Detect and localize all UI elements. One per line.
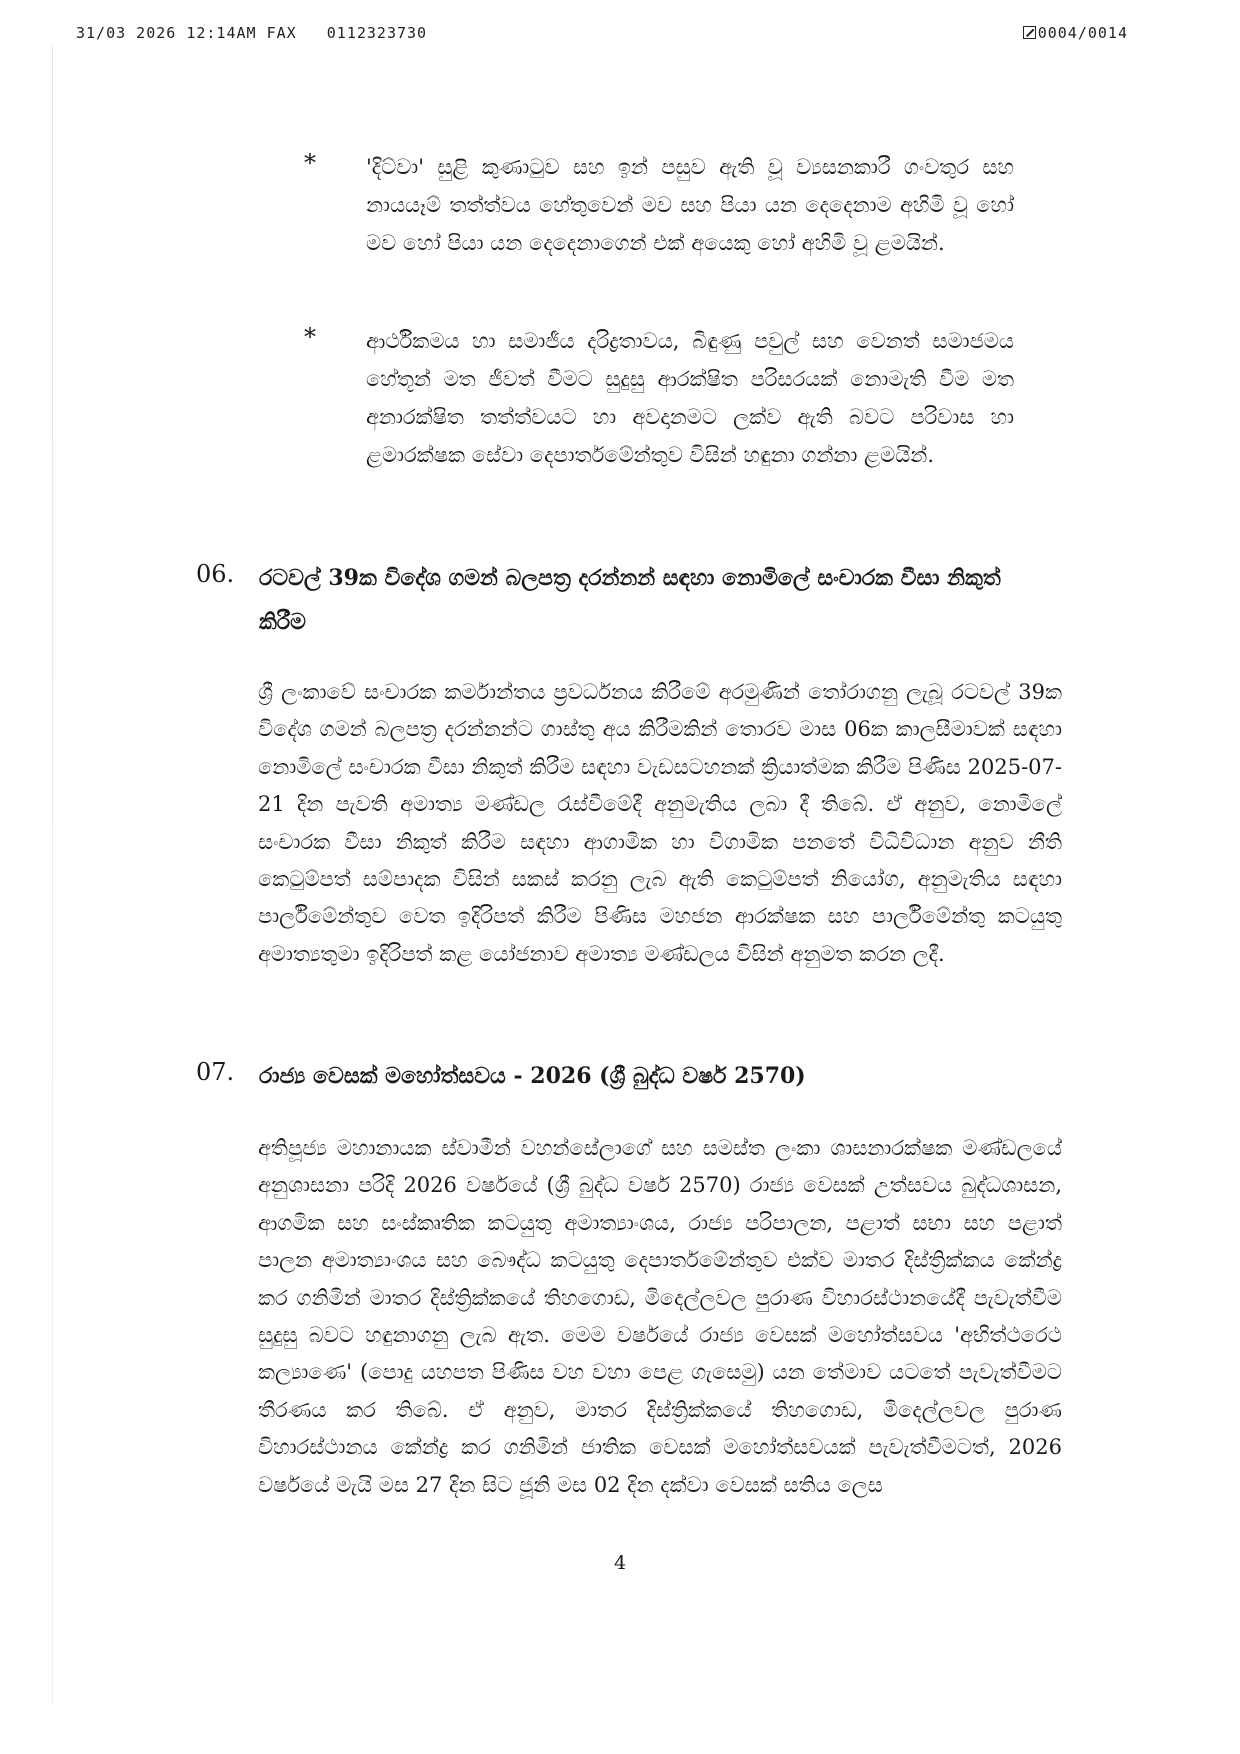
section-title: රටවල් 39ක විදේශ ගමන් බලපත්‍ර දරන්නන් සඳහා නොමිලේ සංචාරක වීසා නිකුත් කිරීම <box>259 565 1001 635</box>
bullet-item <box>304 148 1014 262</box>
bullet-item <box>304 322 1014 474</box>
section-number: 06. <box>196 560 235 588</box>
section-body: ශ්‍රී ලංකාවේ සංචාරක කර්මාන්තය ප්‍රවර්ධනය කිරීමේ අරමුණින් තෝරාගනු ලැබූ රටවල් 39ක විදේශ ගමන් බලපත්‍ර දරන්නන්ට ගාස්තු අය කිරීමකින් තොරව මාස 06ක කාලසීමාවක් සඳහා නොමිලේ සංචාරක වීසා නිකුත් කිරීම සඳහා වැඩසටහනක් ක්‍රියාත්මක කිරීම පිණිස 2025-07-21 දින පැවති අමාත්‍ය මණ්ඩල රැස්වීමේදී අනුමැතිය ලබා දී තිබේ. ඒ අනුව, නොමිලේ සංචාරක වීසා නිකුත් කිරීම සඳහා ආගාමික හා විගාමික පනතේ විධිවිධාන අනුව නීති කෙටුම්පත් සම්පාදක විසින් සකස් කරනු ලැබ ඇති කෙටුම්පත් නියෝග, අනුමැතිය සඳහා පාර්ලිමේන්තුව වෙත ඉදිරිපත් කිරීම පිණිස මහජන ආරක්ෂක සහ පාර්ලිමේන්තු කටයුතු අමාත්‍යතුමා ඉදිරිපත් කළ යෝජනාව අමාත්‍ය මණ්ඩලය විසින් අනුමත කරන ලදී. <box>258 680 1062 966</box>
fax-transmission-info <box>76 24 427 42</box>
bullet-text: ආර්ථිකමය හා සමාජීය දරිද්‍රතාවය, බිඳුණු පවුල් සහ වෙනත් සමාජමය හේතූන් මත ජීවත් වීමට සුදුසු ආරක්ෂිත පරිසරයක් නොමැති වීම මත අනාරක්ෂිත තත්ත්වයට හා අවදානමට ලක්ව ඇති බවට පරිවාස හා ළමාරක්ෂක සේවා දෙපාර්තමේන්තුව විසින් හඳුනා ගන්නා ළමයින්. <box>366 329 1014 467</box>
fax-header <box>76 24 1128 48</box>
section-heading <box>196 556 1036 644</box>
fax-date-time: 31/03 2026 12:14AM FAX <box>76 24 297 42</box>
section-body: අතිපූජ්‍ය මහානායක ස්වාමීන් වහන්සේලාගේ සහ සමස්ත ලංකා ශාසනාරක්ෂක මණ්ඩලයේ අනුශාසනා පරිදි 2026 වර්ෂයේ (ශ්‍රී බුද්ධ වර්ෂ 2570) රාජ්‍ය වෙසක් උත්සවය බුද්ධශාසන, ආගමික සහ සංස්කෘතික කටයුතු අමාත්‍යාංශය, රාජ්‍ය පරිපාලන, පළාත් සභා සහ පළාත් පාලන අමාත්‍යාංශය සහ බෞද්ධ කටයුතු දෙපාර්තමේන්තුව එක්ව මාතර දිස්ත්‍රික්කය කේන්ද්‍ර කර ගනිමින් මාතර දිස්ත්‍රික්කයේ තිහගොඩ, මිදෙල්ලවල පුරාණ විහාරස්ථානයේදී පැවැත්වීම සුදුසු බවට හඳුනාගනු ලැබ ඇත. මෙම වර්ෂයේ රාජ්‍ය වෙසක් මහෝත්සවය 'අභිත්ථරෙථ කල්‍යාණෙ' (පොදු යහපත පිණිස වහ වහා පෙළ ගැසෙමු) යන තේමාව යටතේ පැවැත්වීමට තීරණය කර තිබේ. ඒ අනුව, මාතර දිස්ත්‍රික්කයේ තිහගොඩ, මිදෙල්ලවල පුරාණ විහාරස්ථානය කේන්ද්‍ර කර ගනිමින් ජාතික වෙසක් මහෝත්සවයක් පැවැත්වීමටත්, 2026 වර්ෂයේ මැයි මස 27 දින සිට ජූනි මස 02 දින දක්වා වෙසක් සතිය ලෙස <box>258 1136 1062 1497</box>
asterisk-icon: * <box>304 323 316 351</box>
fax-number: 0112323730 <box>326 24 428 42</box>
scan-margin-line <box>52 45 53 1705</box>
bullet-text: 'දිට්වා' සුළි කුණාටුව සහ ඉන් පසුව ඇති වූ ව්‍යසනකාරී ගංවතුර සහ නායයෑම් තත්ත්වය හේතුවෙන් මව සහ පියා යන දෙදෙනාම අහිමි වූ හෝ මව හෝ පියා යන දෙදෙනාගෙන් එක් අයෙකු හෝ අහිමි වූ ළමයින්. <box>366 155 1014 255</box>
section-number: 07. <box>196 1058 235 1086</box>
section-title: රාජ්‍ය වෙසක් මහෝත්සවය - 2026 (ශ්‍රී බුද්ධ වර්ෂ 2570) <box>259 1063 806 1089</box>
asterisk-icon: * <box>304 149 316 177</box>
fax-checkbox-icon <box>1023 26 1036 39</box>
section-heading <box>196 1054 1036 1098</box>
fax-page-counter: 0004/0014 <box>1037 24 1128 42</box>
page-number: 4 <box>613 1552 627 1574</box>
fax-page-counter-group <box>1023 24 1128 42</box>
